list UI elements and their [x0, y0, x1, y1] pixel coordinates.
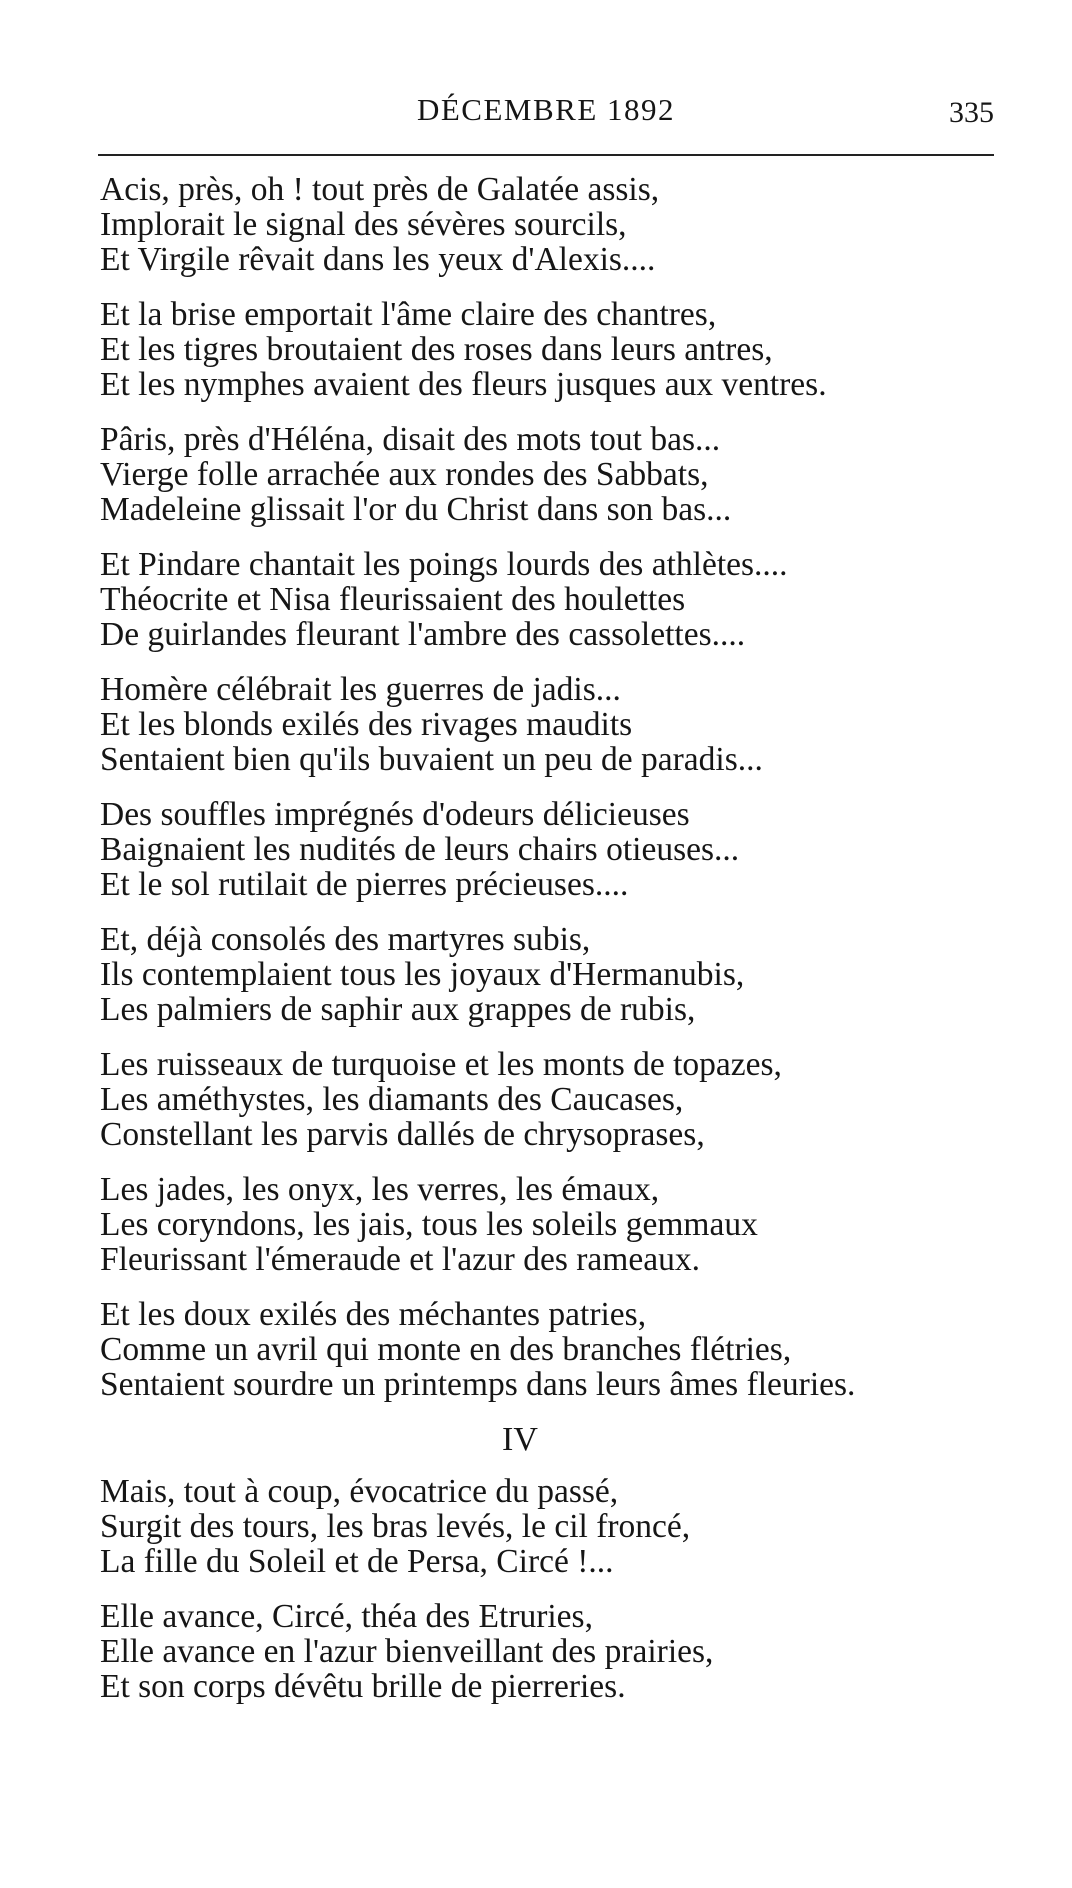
stanza [100, 672, 1000, 777]
verse-line: Et les nymphes avaient des fleurs jusques aux ventres. [100, 366, 827, 403]
verse-line: Elle avance en l'azur bienveillant des prairies, [100, 1633, 714, 1670]
stanza [100, 1474, 1000, 1579]
verse-line: Théocrite et Nisa fleurissaient des houlettes [100, 581, 686, 618]
verse-line: Et les tigres broutaient des roses dans leurs antres, [100, 331, 773, 368]
verse-line: Comme un avril qui monte en des branches flétries, [100, 1331, 792, 1368]
poem [100, 172, 1000, 1724]
verse-line: Des souffles imprégnés d'odeurs délicieuses [100, 796, 690, 833]
running-head [98, 92, 994, 132]
verse-line: Les coryndons, les jais, tous les soleils gemmaux [100, 1206, 758, 1243]
verse-line: Et Virgile rêvait dans les yeux d'Alexis.... [100, 241, 656, 278]
verse-line: Implorait le signal des sévères sourcils, [100, 206, 627, 243]
verse-line: Surgit des tours, les bras levés, le cil froncé, [100, 1508, 691, 1545]
verse-line: Sentaient bien qu'ils buvaient un peu de paradis... [100, 741, 763, 778]
verse-line: Sentaient sourdre un printemps dans leurs âmes fleuries. [100, 1366, 856, 1403]
section-number: IV [502, 1421, 538, 1458]
verse-line: Et, déjà consolés des martyres subis, [100, 921, 591, 958]
stanza [100, 1172, 1000, 1277]
verse-line: Fleurissant l'émeraude et l'azur des rameaux. [100, 1241, 700, 1278]
verse-line: Et les blonds exilés des rivages maudits [100, 706, 633, 743]
stanza [100, 797, 1000, 902]
verse-line: Homère célébrait les guerres de jadis... [100, 671, 621, 708]
header-rule [98, 154, 994, 156]
stanza [100, 1599, 1000, 1704]
verse-line: La fille du Soleil et de Persa, Circé !... [100, 1543, 614, 1580]
stanza [100, 922, 1000, 1027]
verse-line: Baignaient les nudités de leurs chairs otieuses... [100, 831, 740, 868]
verse-line: Et son corps dévêtu brille de pierreries. [100, 1668, 626, 1705]
verse-line: Et le sol rutilait de pierres précieuses.... [100, 866, 629, 903]
verse-line: Vierge folle arrachée aux rondes des Sabbats, [100, 456, 709, 493]
verse-line: Et Pindare chantait les poings lourds des athlètes.... [100, 546, 788, 583]
verse-line: Les palmiers de saphir aux grappes de rubis, [100, 991, 696, 1028]
stanza [100, 172, 1000, 277]
stanza [100, 297, 1000, 402]
page-number: 335 [949, 96, 994, 129]
running-title: DÉCEMBRE 1892 [416, 92, 676, 127]
verse-line: Pâris, près d'Héléna, disait des mots tout bas... [100, 421, 721, 458]
verse-line: Elle avance, Circé, théa des Etruries, [100, 1598, 593, 1635]
verse-line: Et la brise emportait l'âme claire des chantres, [100, 296, 717, 333]
stanza [100, 1297, 1000, 1402]
stanza [100, 422, 1000, 527]
verse-line: Les ruisseaux de turquoise et les monts de topazes, [100, 1046, 782, 1083]
verse-line: Les jades, les onyx, les verres, les émaux, [100, 1171, 660, 1208]
verse-line: Constellant les parvis dallés de chrysoprases, [100, 1116, 705, 1153]
verse-line: De guirlandes fleurant l'ambre des cassolettes.... [100, 616, 746, 653]
verse-line: Madeleine glissait l'or du Christ dans son bas... [100, 491, 732, 528]
verse-line: Les améthystes, les diamants des Caucases, [100, 1081, 684, 1118]
stanza [100, 1047, 1000, 1152]
verse-line: Mais, tout à coup, évocatrice du passé, [100, 1473, 619, 1510]
verse-line: Et les doux exilés des méchantes patries, [100, 1296, 647, 1333]
verse-line: Ils contemplaient tous les joyaux d'Hermanubis, [100, 956, 745, 993]
stanza [100, 547, 1000, 652]
verse-line: Acis, près, oh ! tout près de Galatée assis, [100, 171, 660, 208]
